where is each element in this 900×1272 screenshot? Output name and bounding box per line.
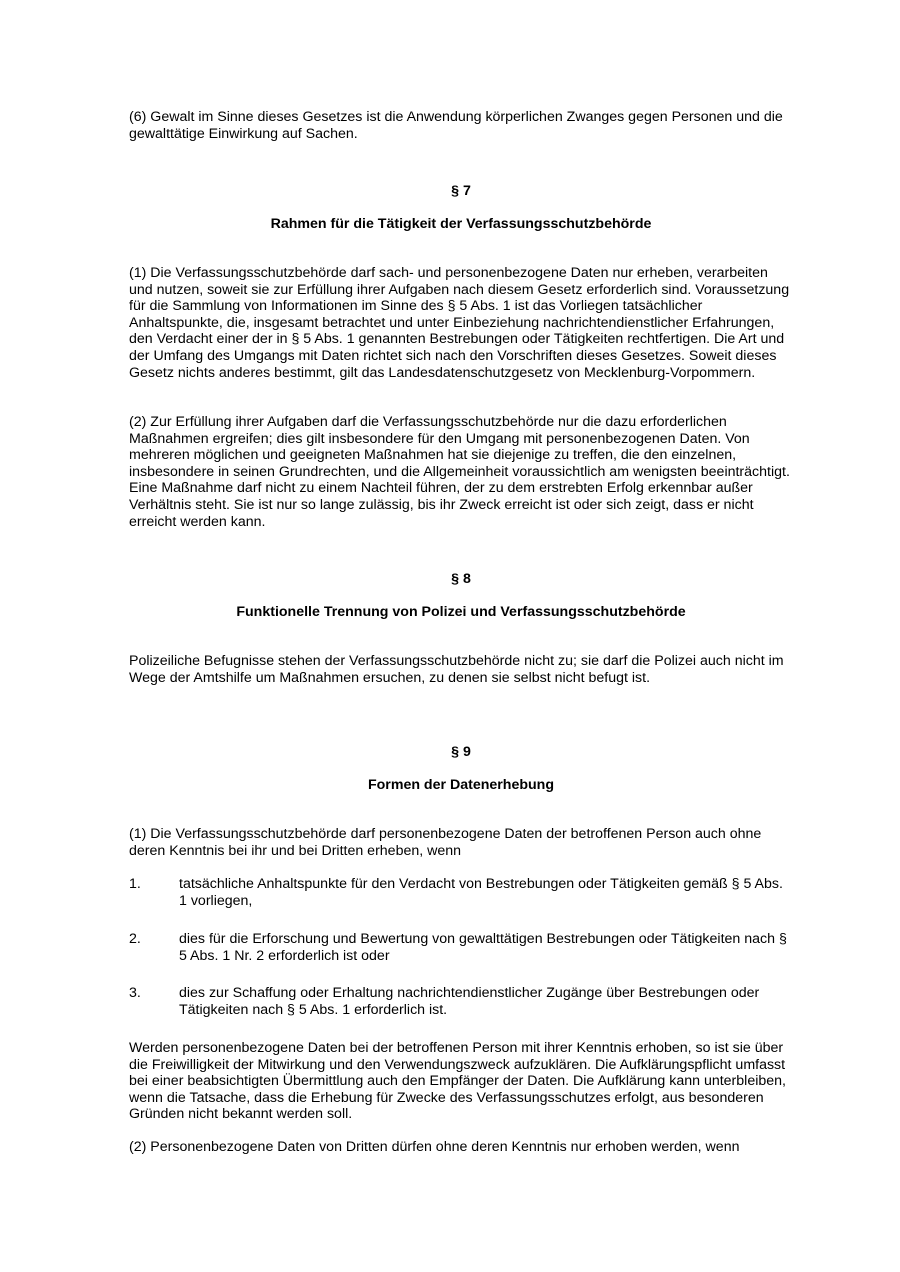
paragraph-6: (6) Gewalt im Sinne dieses Gesetzes ist die Anwendung körperlichen Zwanges gegen Personen und die gewalttätige Einwirkung auf Sachen. (129, 109, 783, 142)
section-9-paragraph-2: (2) Personenbezogene Daten von Dritten dürfen ohne deren Kenntnis nur erhoben werden, wenn (129, 1139, 740, 1155)
list-item (129, 985, 793, 1018)
list-item-text: dies zur Schaffung oder Erhaltung nachrichtendienstlicher Zugänge über Bestrebungen oder Tätigkeiten nach § 5 Abs. 1 erforderlich ist. (179, 985, 760, 1018)
list-item-text: tatsächliche Anhaltspunkte für den Verdacht von Bestrebungen oder Tätigkeiten gemäß § 5 Abs. 1 vorliegen, (179, 876, 783, 909)
list-item-number: 2. (129, 931, 141, 947)
section-8-title: Funktionelle Trennung von Polizei und Verfassungsschutzbehörde (236, 604, 686, 620)
section-9-number: § 9 (451, 744, 471, 760)
list-item (129, 876, 793, 909)
section-7-number: § 7 (451, 183, 471, 199)
section-7-paragraph-1: (1) Die Verfassungsschutzbehörde darf sach- und personenbezogene Daten nur erheben, verarbeiten und nutzen, soweit sie zur Erfüllung ihrer Aufgaben nach diesem Gesetz erforderlich sind. Voraussetzung für die Sammlung von Informationen im Sinne des § 5 Abs. 1 ist das Vorliegen tatsächlicher Anhaltspunkte, die, insgesamt betrachtet und unter Einbeziehung nachrichtendienstlicher Erfahrungen, den Verdacht einer der in § 5 Abs. 1 genannten Bestrebungen oder Tätigkeiten rechtfertigen. Die Art und der Umfang des Umgangs mit Daten richtet sich nach den Vorschriften dieses Gesetzes. Soweit dieses Gesetz nichts anderes bestimmt, gilt das Landesdatenschutzgesetz von Mecklenburg-Vorpommern. (129, 265, 790, 381)
section-8-paragraph: Polizeiliche Befugnisse stehen der Verfassungsschutzbehörde nicht zu; sie darf die Polizei auch nicht im Wege der Amtshilfe um Maßnahmen ersuchen, zu denen sie selbst nicht befugt ist. (129, 653, 784, 686)
section-9-title: Formen der Datenerhebung (367, 777, 555, 793)
section-9-paragraph-1: (1) Die Verfassungsschutzbehörde darf personenbezogene Daten der betroffenen Person auch ohne deren Kenntnis bei ihr und bei Dritten erheben, wenn (129, 826, 762, 859)
list-item-number: 3. (129, 985, 141, 1001)
section-9-paragraph-after-list: Werden personenbezogene Daten bei der betroffenen Person mit ihrer Kenntnis erhoben, so ist sie über die Freiwilligkeit der Mitwirkung und den Verwendungszweck aufzuklären. Die Aufklärungspflicht umfasst bei einer beabsichtigten Übermittlung auch den Empfänger der Daten. Die Aufklärung kann unterbleiben, wenn die Tatsache, dass die Erhebung für Zwecke des Verfassungsschutzes erfolgt, aus besonderen Gründen nicht bekannt werden soll. (129, 1040, 786, 1123)
list-item-number: 1. (129, 876, 141, 892)
section-7-title: Rahmen für die Tätigkeit der Verfassungsschutzbehörde (270, 216, 652, 232)
list-item-text: dies für die Erforschung und Bewertung von gewalttätigen Bestrebungen oder Tätigkeiten nach § 5 Abs. 1 Nr. 2 erforderlich ist oder (179, 931, 787, 964)
list-item (129, 931, 793, 964)
section-7-paragraph-2: (2) Zur Erfüllung ihrer Aufgaben darf die Verfassungsschutzbehörde nur die dazu erforderlichen Maßnahmen ergreifen; dies gilt insbesondere für den Umgang mit personenbezogenen Daten. Von mehreren möglichen und geeigneten Maßnahmen hat sie diejenige zu treffen, die den einzelnen, insbesondere in seinen Grundrechten, und die Allgemeinheit voraussichtlich am wenigsten beeinträchtigt. Eine Maßnahme darf nicht zu einem Nachteil führen, der zu dem erstrebten Erfolg erkennbar außer Verhältnis steht. Sie ist nur so lange zulässig, bis ihr Zweck erreicht ist oder sich zeigt, dass er nicht erreicht werden kann. (129, 414, 790, 530)
section-8-number: § 8 (451, 571, 471, 587)
